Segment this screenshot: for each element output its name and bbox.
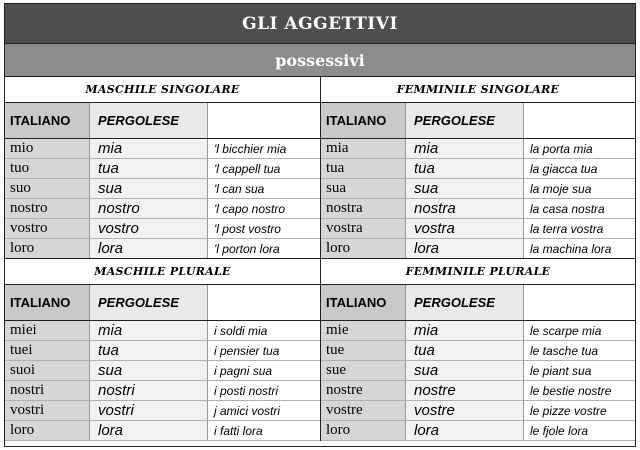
cell-italiano: [5, 321, 90, 340]
cell-text: mia: [414, 322, 439, 339]
cell-text: mia: [98, 322, 123, 339]
cell-text: vostri: [10, 402, 45, 418]
cell-example: [524, 139, 635, 158]
cell-pergolese: [406, 159, 524, 178]
cell-italiano: [321, 239, 406, 258]
cell-text: nostro: [98, 200, 140, 217]
cell-pergolese: [90, 139, 208, 158]
table-row: [321, 421, 635, 441]
cell-example: [524, 341, 635, 360]
cell-text: i posti nostri: [214, 383, 279, 398]
cell-italiano: [321, 421, 406, 440]
cell-pergolese: [406, 341, 524, 360]
header-pergolese-text: PERGOLESE: [98, 113, 179, 128]
cell-text: la terra vostra: [530, 221, 604, 236]
cell-italiano: [5, 381, 90, 400]
cell-pergolese: [90, 421, 208, 440]
column-header-row: [321, 285, 635, 321]
section-heading-text: FEMMINILE PLURALE: [405, 265, 551, 278]
section-heading-text: FEMMINILE SINGOLARE: [396, 83, 560, 96]
cell-pergolese: [90, 159, 208, 178]
cell-italiano: [5, 361, 90, 380]
cell-text: la porta mia: [530, 141, 593, 156]
cell-italiano: [321, 401, 406, 420]
section-heading-text: MASCHILE PLURALE: [94, 265, 231, 278]
table-row: [321, 341, 635, 361]
cell-text: le piant sua: [530, 363, 592, 378]
table-row: [5, 239, 320, 259]
singular-block: [5, 77, 635, 259]
cell-pergolese: [90, 239, 208, 258]
fem-plur-section: [321, 259, 635, 441]
header-example: [524, 285, 635, 320]
cell-pergolese: [90, 321, 208, 340]
table-row: [321, 199, 635, 219]
cell-text: 'l cappell tua: [214, 161, 281, 176]
cell-text: tuo: [10, 160, 30, 176]
cell-text: loro: [10, 422, 35, 438]
cell-pergolese: [406, 219, 524, 238]
cell-text: nostri: [98, 382, 135, 399]
cell-pergolese: [406, 139, 524, 158]
cell-text: le scarpe mia: [530, 323, 602, 338]
cell-italiano: [5, 199, 90, 218]
section-heading: [321, 259, 635, 285]
header-italiano: [321, 103, 406, 138]
cell-text: vostra: [414, 220, 455, 237]
section-heading: [321, 77, 635, 103]
cell-text: la giacca tua: [530, 161, 598, 176]
cell-pergolese: [406, 381, 524, 400]
table-title: [5, 4, 635, 44]
cell-text: lora: [414, 240, 440, 257]
cell-pergolese: [406, 421, 524, 440]
cell-text: 'l porton lora: [214, 241, 280, 256]
header-italiano: [5, 103, 90, 138]
cell-text: mia: [98, 140, 123, 157]
cell-example: [524, 321, 635, 340]
cell-pergolese: [406, 239, 524, 258]
cell-example: [524, 361, 635, 380]
column-header-row: [321, 103, 635, 139]
cell-italiano: [5, 239, 90, 258]
cell-text: nostre: [326, 382, 363, 398]
cell-example: [208, 139, 320, 158]
header-pergolese: [406, 285, 524, 320]
cell-pergolese: [90, 381, 208, 400]
cell-example: [208, 341, 320, 360]
header-italiano-text: ITALIANO: [10, 295, 71, 310]
cell-example: [524, 159, 635, 178]
header-italiano-text: ITALIANO: [326, 295, 387, 310]
cell-text: sue: [326, 362, 346, 378]
cell-text: le tasche tua: [530, 343, 599, 358]
masc-plur-section: [5, 259, 321, 441]
cell-text: la moje sua: [530, 181, 592, 196]
cell-text: lora: [98, 422, 124, 439]
table-row: [321, 401, 635, 421]
cell-pergolese: [406, 361, 524, 380]
cell-text: le fjole lora: [530, 423, 589, 438]
table-row: [321, 179, 635, 199]
cell-example: [524, 421, 635, 440]
cell-text: vostre: [326, 402, 363, 418]
column-header-row: [5, 285, 320, 321]
table-row: [5, 159, 320, 179]
cell-text: 'l capo nostro: [214, 201, 285, 216]
table-row: [5, 139, 320, 159]
table-row: [321, 381, 635, 401]
header-pergolese-text: PERGOLESE: [414, 113, 495, 128]
cell-text: loro: [10, 240, 35, 256]
table-row: [5, 321, 320, 341]
cell-pergolese: [90, 179, 208, 198]
cell-example: [208, 219, 320, 238]
cell-text: vostro: [98, 220, 139, 237]
cell-text: nostra: [414, 200, 456, 217]
cell-text: tua: [98, 342, 119, 359]
cell-example: [208, 179, 320, 198]
cell-text: nostri: [10, 382, 45, 398]
cell-italiano: [5, 341, 90, 360]
table-row: [5, 421, 320, 441]
header-example: [524, 103, 635, 138]
cell-pergolese: [90, 341, 208, 360]
header-pergolese: [90, 103, 208, 138]
table-row: [321, 159, 635, 179]
cell-example: [208, 199, 320, 218]
header-pergolese: [406, 103, 524, 138]
table-row: [5, 199, 320, 219]
cell-italiano: [321, 219, 406, 238]
cell-text: i pagni sua: [214, 363, 273, 378]
cell-text: tue: [326, 342, 345, 358]
cell-text: i pensier tua: [214, 343, 280, 358]
cell-italiano: [5, 159, 90, 178]
title-text: GLI AGGETTIVI: [242, 13, 398, 34]
cell-text: vostri: [98, 402, 134, 419]
cell-text: sua: [98, 180, 123, 197]
cell-text: sua: [414, 362, 439, 379]
cell-text: j amici vostri: [214, 403, 281, 418]
cell-text: vostro: [10, 220, 48, 236]
header-italiano-text: ITALIANO: [10, 113, 71, 128]
cell-text: suo: [10, 180, 31, 196]
cell-text: loro: [326, 422, 351, 438]
cell-text: mio: [10, 140, 34, 156]
table-row: [5, 341, 320, 361]
table-row: [321, 139, 635, 159]
table-row: [321, 219, 635, 239]
fem-sing-section: [321, 77, 635, 259]
cell-italiano: [321, 381, 406, 400]
cell-text: 'l bicchier mia: [214, 141, 287, 156]
section-heading: [5, 259, 320, 285]
cell-text: i fatti lora: [214, 423, 263, 438]
cell-example: [208, 361, 320, 380]
header-italiano: [321, 285, 406, 320]
cell-example: [524, 219, 635, 238]
cell-pergolese: [406, 401, 524, 420]
cell-italiano: [5, 421, 90, 440]
header-example: [208, 285, 320, 320]
table-row: [5, 179, 320, 199]
header-italiano: [5, 285, 90, 320]
cell-text: tua: [414, 342, 435, 359]
cell-text: nostra: [326, 200, 363, 216]
cell-italiano: [5, 139, 90, 158]
cell-text: sua: [98, 362, 123, 379]
cell-text: mia: [326, 140, 349, 156]
cell-text: 'l can sua: [214, 181, 265, 196]
cell-text: la machina lora: [530, 241, 612, 256]
cell-text: la casa nostra: [530, 201, 605, 216]
table-row: [5, 219, 320, 239]
section-heading: [5, 77, 320, 103]
cell-text: mie: [326, 322, 349, 338]
cell-italiano: [321, 199, 406, 218]
cell-example: [524, 199, 635, 218]
table-row: [5, 401, 320, 421]
cell-italiano: [321, 321, 406, 340]
cell-text: lora: [414, 422, 440, 439]
plural-block: [5, 259, 635, 441]
cell-pergolese: [90, 401, 208, 420]
header-pergolese-text: PERGOLESE: [98, 295, 179, 310]
cell-pergolese: [90, 199, 208, 218]
cell-text: 'l post vostro: [214, 221, 281, 236]
cell-example: [524, 179, 635, 198]
cell-example: [208, 159, 320, 178]
cell-text: i soldi mia: [214, 323, 268, 338]
cell-text: le bestie nostre: [530, 383, 612, 398]
subtitle-text: possessivi: [275, 50, 365, 70]
header-italiano-text: ITALIANO: [326, 113, 387, 128]
cell-text: suoi: [10, 362, 36, 378]
cell-text: mia: [414, 140, 439, 157]
cell-text: tua: [414, 160, 435, 177]
table-subtitle: [5, 44, 635, 77]
cell-text: vostra: [326, 220, 363, 236]
table-row: [321, 361, 635, 381]
table-row: [321, 239, 635, 259]
cell-text: vostre: [414, 402, 455, 419]
masc-sing-section: [5, 77, 321, 259]
cell-example: [208, 401, 320, 420]
cell-text: tua: [98, 160, 119, 177]
header-pergolese-text: PERGOLESE: [414, 295, 495, 310]
cell-pergolese: [90, 361, 208, 380]
cell-italiano: [321, 179, 406, 198]
cell-example: [208, 381, 320, 400]
cell-italiano: [5, 401, 90, 420]
section-heading-text: MASCHILE SINGOLARE: [85, 83, 240, 96]
cell-example: [524, 401, 635, 420]
cell-italiano: [321, 139, 406, 158]
header-pergolese: [90, 285, 208, 320]
table-row: [5, 381, 320, 401]
cell-text: sua: [326, 180, 346, 196]
cell-text: miei: [10, 322, 37, 338]
table-row: [5, 361, 320, 381]
cell-italiano: [321, 159, 406, 178]
cell-pergolese: [406, 199, 524, 218]
cell-pergolese: [406, 321, 524, 340]
cell-pergolese: [406, 179, 524, 198]
cell-pergolese: [90, 219, 208, 238]
cell-italiano: [5, 179, 90, 198]
cell-italiano: [321, 341, 406, 360]
column-header-row: [5, 103, 320, 139]
cell-text: loro: [326, 240, 351, 256]
cell-example: [208, 239, 320, 258]
cell-italiano: [5, 219, 90, 238]
cell-text: nostre: [414, 382, 456, 399]
cell-example: [208, 321, 320, 340]
cell-italiano: [321, 361, 406, 380]
cell-text: lora: [98, 240, 124, 257]
table-row: [321, 321, 635, 341]
cell-example: [208, 421, 320, 440]
cell-text: sua: [414, 180, 439, 197]
cell-example: [524, 381, 635, 400]
header-example: [208, 103, 320, 138]
cell-example: [524, 239, 635, 258]
cell-text: tuei: [10, 342, 33, 358]
cell-text: le pizze vostre: [530, 403, 607, 418]
cell-text: nostro: [10, 200, 48, 216]
cell-text: tua: [326, 160, 345, 176]
adjectives-table: [4, 3, 636, 447]
